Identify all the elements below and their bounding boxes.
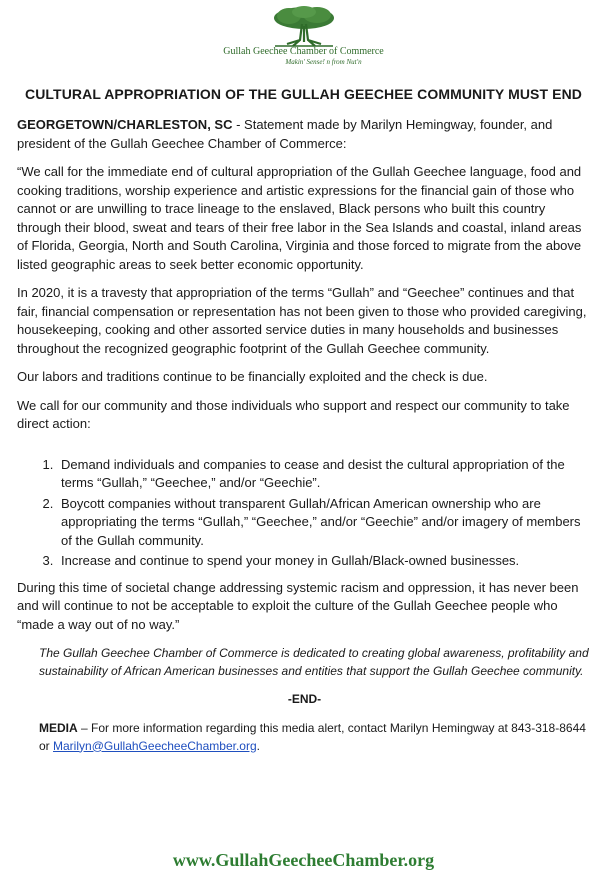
press-release-body <box>17 116 592 765</box>
intro-paragraph <box>17 116 592 153</box>
intro-text: - Statement made by Marilyn Hemingway, founder, and president of the Gullah Geechee Chamber of Commerce: <box>17 117 553 151</box>
action-list <box>17 456 592 571</box>
tree-icon <box>267 4 341 48</box>
statement-paragraph: “We call for the immediate end of cultural appropriation of the Gullah Geechee language, food and cooking traditions, worship experience and artistic expressions for the financial gain of those who cannot or are unwilling to trace lineage to the enslaved, Black persons who built this country through their blood, sweat and tears of their free labor in the Sea Islands and coastal, inland areas of Florida, Georgia, North and South Carolina, Virginia and those forced to migrate from the above listed geographic areas to seek better economic opportunity. <box>17 164 582 272</box>
action-item: 2. Boycott companies without transparent Gullah/African American ownership who are appropriating the terms “Gullah,” “Geechee,” and/or “Geechie” and/or imagery of members of the Gullah community. <box>57 495 592 551</box>
closing-paragraph: During this time of societal change addressing systemic racism and oppression, it has never been and will continue to not be acceptable to exploit the culture of the Gullah Geechee people who “made a way out of no way.” <box>17 579 579 632</box>
footer-url[interactable]: www.GullahGeecheeChamber.org <box>172 850 435 870</box>
end-marker: -END- <box>287 692 322 706</box>
action-item: 3. Increase and continue to spend your money in Gullah/Black-owned businesses. <box>57 552 592 571</box>
dateline: GEORGETOWN/CHARLESTON, SC <box>17 117 233 132</box>
media-after: . <box>256 738 260 753</box>
exploited-paragraph: Our labors and traditions continue to be financially exploited and the check is due. <box>17 369 488 384</box>
logo-name: Gullah Geechee Chamber of Commerce <box>223 46 384 57</box>
travesty-paragraph: In 2020, it is a travesty that appropriation of the terms “Gullah” and “Geechee” continues and that fair, financial compensation or representation has not been given to those who provided caregiving, housekeeping, cooking and other assorted service duties in many households and businesses throughout the recognized geographic footprint of the Gullah Geechee community. <box>17 285 587 356</box>
email-link[interactable]: Marilyn@GullahGeecheeChamber.org <box>53 738 257 753</box>
logo-tagline: Makin' Sense! n from Nut'n <box>285 58 362 66</box>
headline: CULTURAL APPROPRIATION OF THE GULLAH GEECHEE COMMUNITY MUST END <box>25 86 582 102</box>
logo <box>0 4 607 66</box>
about-paragraph: The Gullah Geechee Chamber of Commerce is dedicated to creating global awareness, profitability and sustainability of African American businesses and entities that support the Gullah Geechee community. <box>39 646 589 678</box>
media-text: – For more information regarding this media alert, contact Marilyn Hemingway at 843-318-8644 or <box>39 720 586 753</box>
spacer <box>17 434 592 456</box>
call-to-action-paragraph: We call for our community and those individuals who support and respect our community to take direct action: <box>17 397 570 431</box>
action-item: 1. Demand individuals and companies to cease and desist the cultural appropriation of the terms “Gullah,” “Geechee,” and/or “Geechie”. <box>57 456 592 493</box>
media-label: MEDIA <box>39 720 78 735</box>
media-contact <box>17 719 592 755</box>
